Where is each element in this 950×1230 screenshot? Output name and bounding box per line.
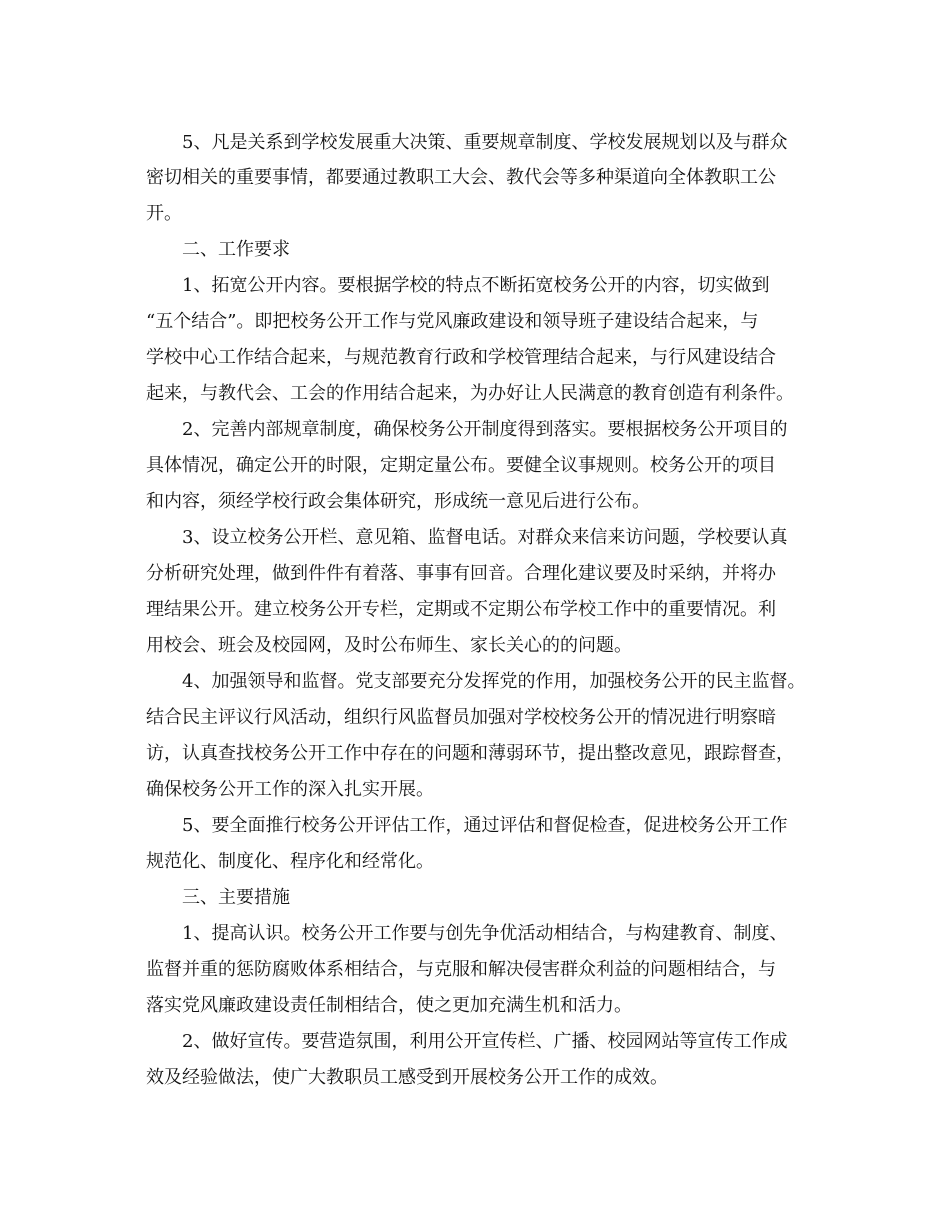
- text-line: 分析研究处理，做到件件有着落、事事有回音。合理化建议要及时采纳，并将办: [146, 563, 776, 584]
- text-line: 3、设立校务公开栏、意见箱、监督电话。对群众来信来访问题，学校要认真: [182, 527, 788, 548]
- text-line: 1、提高认识。校务公开工作要与创先争优活动相结合，与构建教育、制度、: [182, 923, 788, 944]
- text-line: 用校会、班会及校园网，及时公布师生、家长关心的的问题。: [146, 635, 632, 656]
- text-line: 密切相关的重要事情，都要通过教职工大会、教代会等多种渠道向全体教职工公: [146, 167, 776, 188]
- text-line: “五个结合”。即把校务公开工作与党风廉政建设和领导班子建设结合起来，与: [146, 311, 759, 332]
- text-line: 学校中心工作结合起来，与规范教育行政和学校管理结合起来，与行风建设结合: [146, 347, 776, 368]
- text-line: 起来，与教代会、工会的作用结合起来，为办好让人民满意的教育创造有利条件。: [146, 383, 794, 404]
- text-line: 具体情况，确定公开的时限，定期定量公布。要健全议事规则。校务公开的项目: [146, 455, 776, 476]
- section-heading: 二、工作要求: [182, 239, 290, 260]
- section-heading: 三、主要措施: [182, 887, 290, 908]
- text-line: 2、做好宣传。要营造氛围，利用公开宣传栏、广播、校园网站等宣传工作成: [182, 1031, 788, 1052]
- text-line: 访，认真查找校务公开工作中存在的问题和薄弱环节，提出整改意见，跟踪督查，: [146, 743, 794, 764]
- text-line: 规范化、制度化、程序化和经常化。: [146, 851, 434, 872]
- text-line: 和内容，须经学校行政会集体研究，形成统一意见后进行公布。: [146, 491, 650, 512]
- text-line: 1、拓宽公开内容。要根据学校的特点不断拓宽校务公开的内容，切实做到: [182, 275, 770, 296]
- text-line: 落实党风廉政建设责任制相结合，使之更加充满生机和活力。: [146, 995, 632, 1016]
- text-line: 确保校务公开工作的深入扎实开展。: [146, 779, 434, 800]
- text-line: 4、加强领导和监督。党支部要充分发挥党的作用，加强校务公开的民主监督。: [182, 671, 806, 692]
- text-line: 效及经验做法，使广大教职员工感受到开展校务公开工作的成效。: [146, 1067, 668, 1088]
- text-line: 5、要全面推行校务公开评估工作，通过评估和督促检查，促进校务公开工作: [182, 815, 788, 836]
- text-line: 监督并重的惩防腐败体系相结合，与克服和解决侵害群众利益的问题相结合，与: [146, 959, 776, 980]
- text-line: 2、完善内部规章制度，确保校务公开制度得到落实。要根据校务公开项目的: [182, 419, 788, 440]
- text-line: 5、凡是关系到学校发展重大决策、重要规章制度、学校发展规划以及与群众: [182, 132, 788, 153]
- text-line: 开。: [146, 203, 182, 224]
- text-line: 理结果公开。建立校务公开专栏，定期或不定期公布学校工作中的重要情况。利: [146, 599, 776, 620]
- text-line: 结合民主评议行风活动，组织行风监督员加强对学校校务公开的情况进行明察暗: [146, 707, 776, 728]
